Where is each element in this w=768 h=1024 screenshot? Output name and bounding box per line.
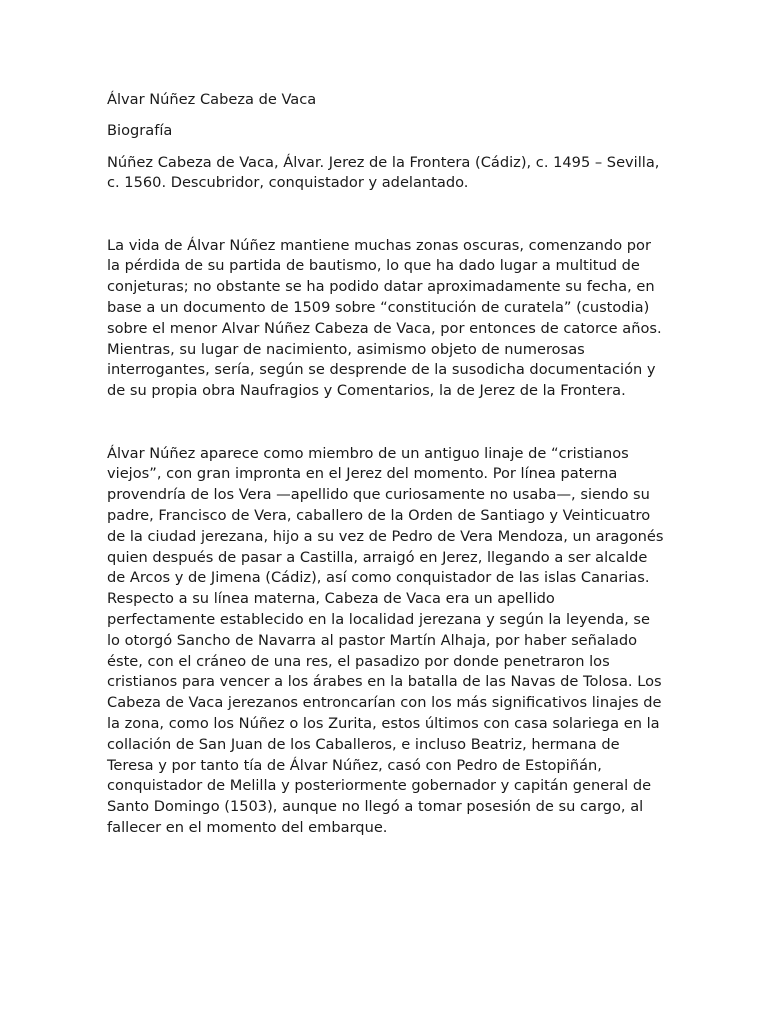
body-paragraph-1: La vida de Álvar Núñez mantiene muchas zonas oscuras, comenzando por la pérdida de su partida de bautismo, lo que ha dado lugar a multitud de conjeturas; no obstante se ha podido datar aproximadamente su fecha, en base a un documento de 1509 sobre “constitución de curatela” (custodia) sobre el menor Alvar Núñez Cabeza de Vaca, por entonces de catorce años. Mientras, su lugar de nacimiento, asimismo objeto de numerosas interrogantes, sería, según se desprende de la susodicha documentación y de su propia obra Naufragios y Comentarios, la de Jerez de la Frontera. [107,236,662,400]
body-paragraph-2: Álvar Núñez aparece como miembro de un antiguo linaje de “cristianos viejos”, con gran impronta en el Jerez del momento. Por línea paterna provendría de los Vera —apellido que curiosamente no usaba—, siendo su padre, Francisco de Vera, caballero de la Orden de Santiago y Veinticuatro de la ciudad jerezana, hijo a su vez de Pedro de Vera Mendoza, un aragonés quien después de pasar a Castilla, arraigó en Jerez, llegando a ser alcalde de Arcos y de Jimena (Cádiz), así como conquistador de las islas Canarias. Respecto a su línea materna, Cabeza de Vaca era un apellido perfectamente establecido en la localidad jerezana y según la leyenda, se lo otorgó Sancho de Navarra al pastor Martín Alhaja, por haber señalado éste, con el cráneo de una res, el pasadizo por donde penetraron los cristianos para vencer a los árabes en la batalla de las Navas de Tolosa. Los Cabeza de Vaca jerezanos entroncarían con los más significativos linajes de la zona, como los Núñez o los Zurita, estos últimos con casa solariega en la collación de San Juan de los Caballeros, e incluso Beatriz, hermana de Teresa y por tanto tía de Álvar Núñez, casó con Pedro de Estopiñán, conquistador de Melilla y posteriormente gobernador y capitán general de Santo Domingo (1503), aunque no llegó a tomar posesión de su cargo, al fallecer en el momento del embarque. [107,444,664,836]
lead-paragraph: Núñez Cabeza de Vaca, Álvar. Jerez de la Frontera (Cádiz), c. 1495 – Sevilla, c. 1560. Descubridor, conquistador y adelantado. [107,153,660,192]
document-subtitle: Biografía [107,122,173,140]
document-page [107,90,667,880]
document-title: Álvar Núñez Cabeza de Vaca [107,91,317,108]
